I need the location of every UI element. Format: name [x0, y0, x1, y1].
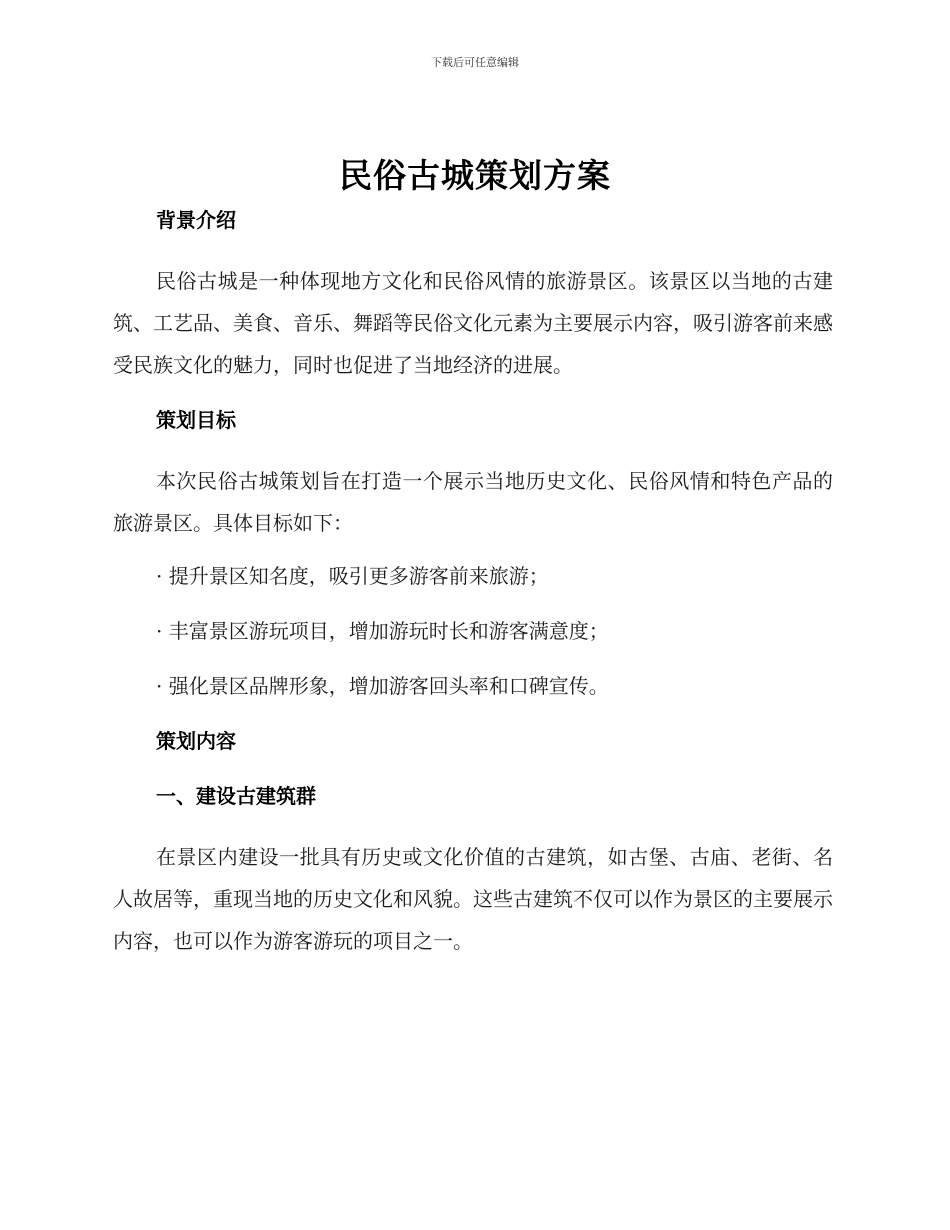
document-body: [113, 206, 833, 962]
ancient-buildings-paragraph: 在景区内建设一批具有历史或文化价值的古建筑，如古堡、古庙、老街、名人故居等，重现当地的历史文化和风貌。这些古建筑不仅可以作为景区的主要展示内容，也可以作为游客游玩的项目之一。: [113, 845, 833, 953]
document-title: 民俗古城策划方案: [339, 156, 611, 195]
section-heading-goals: 策划目标: [156, 408, 236, 432]
goal-bullet-item: · 强化景区品牌形象，增加游客回头率和口碑宣传。: [156, 674, 609, 698]
goals-paragraph: 本次民俗古城策划旨在打造一个展示当地历史文化、民俗风情和特色产品的旅游景区。具体目标如下：: [113, 469, 833, 535]
page-header-note: 下载后可任意编辑: [431, 56, 519, 69]
goal-bullet-item: · 丰富景区游玩项目，增加游玩时长和游客满意度；: [156, 619, 609, 643]
goal-bullet-item: · 提升景区知名度，吸引更多游客前来旅游；: [156, 564, 549, 588]
background-paragraph: 民俗古城是一种体现地方文化和民俗风情的旅游景区。该景区以当地的古建筑、工艺品、美食、音乐、舞蹈等民俗文化元素为主要展示内容，吸引游客前来感受民族文化的魅力，同时也促进了当地经济的进展。: [113, 269, 833, 377]
section-heading-content: 策划内容: [156, 729, 236, 753]
subsection-heading-ancient-buildings: 一、建设古建筑群: [156, 784, 316, 808]
section-heading-background: 背景介绍: [156, 208, 236, 232]
